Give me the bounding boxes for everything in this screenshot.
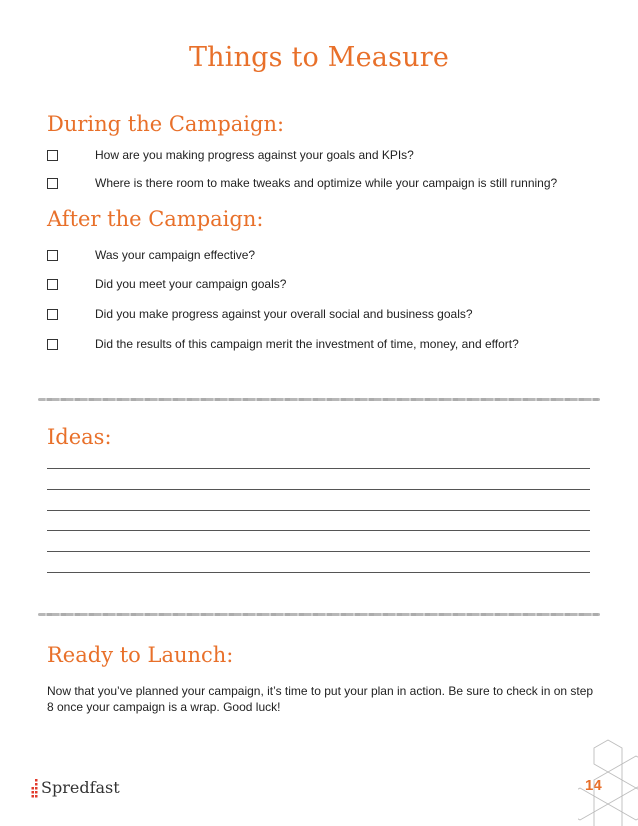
page-title: Things to Measure [188,42,450,73]
ideas-heading: Ideas: [47,425,112,449]
section-divider [38,398,600,401]
checkbox[interactable] [47,339,58,350]
ideas-writing-line[interactable] [47,489,590,490]
checklist-item [47,247,607,267]
checklist-item [47,175,607,195]
hexagon-pattern-icon [578,738,638,826]
checklist-item-text: Did the results of this campaign merit the investment of time, money, and effort? [95,337,519,351]
page-number: 14 [585,777,602,794]
checkbox[interactable] [47,309,58,320]
after-campaign-heading: After the Campaign: [47,207,264,231]
checklist-item [47,306,607,326]
ready-to-launch-text: Now that you’ve planned your campaign, it’s time to put your plan in action. Be sure to check in on step 8 once your campaign is a wrap. Good luck! [47,684,594,714]
checklist-item-text: Did you meet your campaign goals? [95,277,287,291]
during-campaign-heading: During the Campaign: [47,112,285,136]
checkbox[interactable] [47,178,58,189]
checkbox[interactable] [47,150,58,161]
checklist-item-text: Did you make progress against your overall social and business goals? [95,307,473,321]
checklist-item [47,336,607,356]
ideas-writing-line[interactable] [47,510,590,511]
ideas-writing-line[interactable] [47,530,590,531]
spredfast-logo-icon [29,779,39,799]
spredfast-logo [29,778,149,800]
section-divider [38,613,600,616]
ideas-writing-line[interactable] [47,468,590,469]
checklist-item-text: How are you making progress against your goals and KPIs? [95,148,414,162]
checklist-item [47,276,607,296]
checklist-item-text: Was your campaign effective? [95,248,256,262]
ideas-writing-line[interactable] [47,572,590,573]
checkbox[interactable] [47,250,58,261]
ready-to-launch-heading: Ready to Launch: [47,643,234,667]
checklist-item-text: Where is there room to make tweaks and optimize while your campaign is still running? [95,176,558,190]
checkbox[interactable] [47,279,58,290]
ideas-writing-line[interactable] [47,551,590,552]
checklist-item [47,147,607,167]
spredfast-logo-text: Spredfast [41,778,120,797]
